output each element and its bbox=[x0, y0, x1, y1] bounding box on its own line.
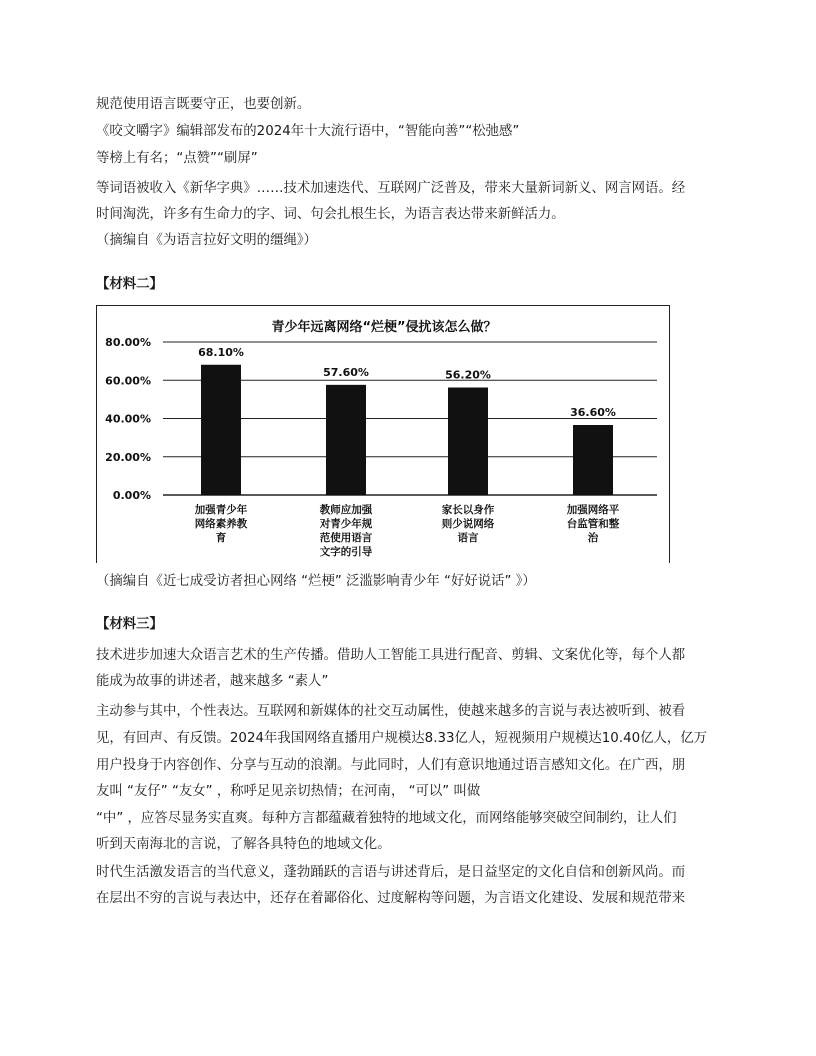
category-label: 加强网络平 bbox=[566, 504, 620, 516]
chart-source-citation: （摘编自《近七成受访者担心网络 “烂梗” 泛滥影响青少年 “好好说话” 》） bbox=[96, 574, 536, 589]
category-label: 教师应加强 bbox=[319, 504, 373, 516]
bar bbox=[326, 385, 366, 495]
y-tick-label: 60.00% bbox=[105, 374, 151, 388]
data-label: 56.20% bbox=[445, 368, 491, 382]
paragraph-line: 友叫 “友仔” “友女” ，称呼足见亲切热情；在河南， “可以” 叫做 bbox=[96, 784, 481, 799]
category-label: 文字的引导 bbox=[319, 546, 373, 558]
paragraph-line: 在层出不穷的言说与表达中，还存在着鄙俗化、过度解构等问题，为言语文化建设、发展和规范带来 bbox=[96, 891, 686, 906]
category-label: 治 bbox=[587, 532, 599, 544]
paragraph-line: 听到天南海北的言说，了解各具特色的地域文化。 bbox=[96, 837, 391, 852]
paragraph-line: 主动参与其中，个性表达。互联网和新媒体的社交互动属性，使越来越多的言说与表达被听到、被看 bbox=[96, 704, 686, 719]
y-tick-label: 20.00% bbox=[105, 450, 151, 464]
category-label: 则少说网络 bbox=[441, 518, 495, 530]
category-label: 语言 bbox=[457, 532, 479, 544]
paragraph-line: 规范使用语言既要守正，也要创新。 bbox=[96, 97, 311, 112]
data-label: 57.60% bbox=[323, 365, 369, 379]
paragraph-line: 见，有回声、有反馈。2024年我国网络直播用户规模达8.33亿人，短视频用户规模达10.40亿人，亿万 bbox=[96, 731, 708, 746]
category-label: 家长以身作 bbox=[441, 504, 495, 516]
chart-canvas bbox=[97, 306, 671, 564]
section-heading-material2: 【材料二】 bbox=[96, 277, 163, 292]
category-label: 范使用语言 bbox=[319, 532, 373, 544]
bar bbox=[448, 388, 488, 495]
bar-chart bbox=[96, 305, 670, 563]
source-citation: （摘编自《为语言拉好文明的缰绳》） bbox=[96, 233, 317, 248]
y-tick-label: 40.00% bbox=[105, 412, 151, 426]
paragraph-line: 时间淘洗，许多有生命力的字、词、句会扎根生长，为语言表达带来新鲜活力。 bbox=[96, 207, 565, 222]
paragraph-line: 时代生活激发语言的当代意义，蓬勃踊跃的言语与讲述背后，是日益坚定的文化自信和创新风尚。而 bbox=[96, 865, 686, 880]
category-label: 台监管和整 bbox=[566, 518, 620, 530]
category-label: 育 bbox=[215, 532, 227, 544]
y-tick-label: 0.00% bbox=[112, 489, 151, 502]
category-label: 网络素养教 bbox=[194, 518, 248, 530]
data-label: 36.60% bbox=[570, 406, 616, 420]
bar bbox=[573, 425, 613, 495]
paragraph-line: 技术进步加速大众语言艺术的生产传播。借助人工智能工具进行配音、剪辑、文案优化等，每个人都 bbox=[96, 648, 686, 663]
paragraph-line: 等榜上有名；“点赞”“刷屏” bbox=[96, 151, 258, 166]
paragraph-line: “中” ，应答尽显务实直爽。每种方言都蕴藏着独特的地域文化，而网络能够突破空间制约，让人们 bbox=[96, 811, 677, 826]
category-label: 加强青少年 bbox=[194, 504, 248, 516]
paragraph-line: 能成为故事的讲述者，越来越多 “素人” bbox=[96, 674, 329, 689]
y-tick-label: 80.00% bbox=[105, 336, 151, 349]
paragraph-line: 等词语被收入《新华字典》……技术加速迭代、互联网广泛普及，带来大量新词新义、网言网语。经 bbox=[96, 181, 686, 196]
section-heading-material3: 【材料三】 bbox=[96, 617, 163, 632]
paragraph-line: 用户投身于内容创作、分享与互动的浪潮。与此同时，人们有意识地通过语言感知文化。在广西，朋 bbox=[96, 758, 686, 773]
bar bbox=[201, 365, 241, 495]
category-label: 对青少年规 bbox=[319, 518, 373, 530]
paragraph-line: 《咬文嚼字》编辑部发布的2024年十大流行语中，“智能向善”“松弛感” bbox=[96, 124, 520, 139]
data-label: 68.10% bbox=[198, 345, 244, 359]
chart-title: 青少年远离网络“烂梗”侵扰该怎么做？ bbox=[271, 320, 497, 335]
